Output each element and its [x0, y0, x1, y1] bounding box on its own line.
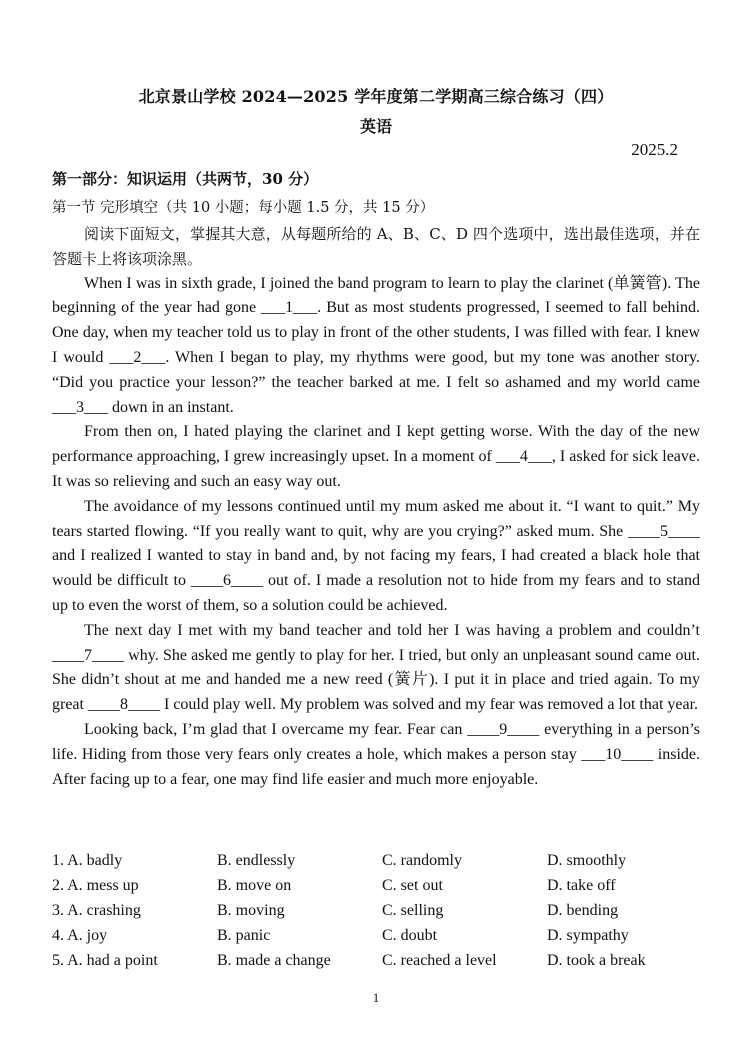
option-b: B. panic: [217, 927, 271, 944]
option-a: 3. A. crashing: [52, 902, 141, 919]
option-d: D. took a break: [547, 952, 646, 969]
option-row: [52, 873, 712, 898]
exam-title: 北京景山学校 2024—2025 学年度第二学期高三综合练习（四）: [138, 87, 614, 106]
subsection-title: 第一节 完形填空（共 10 小题；每小题 1.5 分，共 15 分）: [52, 200, 435, 216]
option-a: 4. A. joy: [52, 927, 108, 944]
option-row: [52, 898, 712, 923]
exam-date: 2025.2: [631, 140, 678, 159]
passage-paragraph-4: The next day I met with my band teacher and told her I was having a problem and couldn’t ____7____ why. She asked me gently to play for her. I tried, but only an unpleasant sound came out. She didn’t shout at me and handed me a new reed (簧片). I put it in place and tried again. To my great ____8____ I could play well. My problem was solved and my fear was removed a lot that year.: [52, 621, 700, 714]
option-d: D. sympathy: [547, 927, 629, 944]
option-b: B. moving: [217, 902, 285, 919]
option-a: 1. A. badly: [52, 852, 123, 869]
passage-paragraph-2: From then on, I hated playing the clarinet and I kept getting worse. With the day of the new performance approaching, I grew increasingly upset. In a moment of ___4___, I asked for sick leave. It was so relieving and such an easy way out.: [52, 423, 700, 490]
option-b: B. made a change: [217, 952, 331, 969]
option-row: [52, 923, 712, 948]
option-d: D. bending: [547, 902, 619, 919]
instructions: 阅读下面短文，掌握其大意，从每题所给的 A、B、C、D 四个选项中，选出最佳选项，并在答题卡上将该项涂黑。: [52, 225, 700, 268]
option-b: B. endlessly: [217, 852, 296, 869]
option-d: D. take off: [547, 877, 616, 894]
passage-paragraph-1: When I was in sixth grade, I joined the band program to learn to play the clarinet (单簧管). The beginning of the year had gone ___1___. But as most students progressed, I seemed to fall behind. One day, when my teacher told us to play in front of the other students, I was filled with fear. I knew I would ___2___. When I began to play, my rhythms were good, but my tone was another story. “Did you practice your lesson?” the teacher barked at me. I felt so ashamed and my world came ___3___ down in an instant.: [52, 274, 700, 416]
option-a: 5. A. had a point: [52, 952, 158, 969]
option-a: 2. A. mess up: [52, 877, 139, 894]
passage-body: [52, 222, 700, 792]
page-number: 1: [372, 990, 380, 1005]
option-c: C. doubt: [382, 927, 438, 944]
options-table: [52, 848, 712, 973]
section-title: 第一部分：知识运用（共两节，30 分）: [52, 170, 319, 188]
option-c: C. set out: [382, 877, 443, 894]
option-row: [52, 948, 712, 973]
subject-title: 英语: [359, 117, 392, 136]
option-row: [52, 848, 712, 873]
option-c: C. selling: [382, 902, 444, 919]
passage-paragraph-5: Looking back, I’m glad that I overcame my fear. Fear can ____9____ everything in a person’s life. Hiding from those very fears only creates a hole, which makes a person stay ___10____ inside. After facing up to a fear, one may find life easier and much more enjoyable.: [52, 720, 700, 788]
option-c: C. randomly: [382, 852, 462, 869]
passage-paragraph-3: The avoidance of my lessons continued until my mum asked me about it. “I want to quit.” My tears started flowing. “If you really want to quit, why are you crying?” asked mum. She ____5____ and I realized I wanted to stay in band and, by not facing my fears, I had created a black hole that would be difficult to ____6____ out of. I made a resolution not to hide from my fears and to stand up to even the worst of them, so a solution could be achieved.: [52, 497, 700, 614]
option-d: D. smoothly: [547, 852, 627, 869]
option-b: B. move on: [217, 877, 292, 894]
option-c: C. reached a level: [382, 952, 497, 969]
